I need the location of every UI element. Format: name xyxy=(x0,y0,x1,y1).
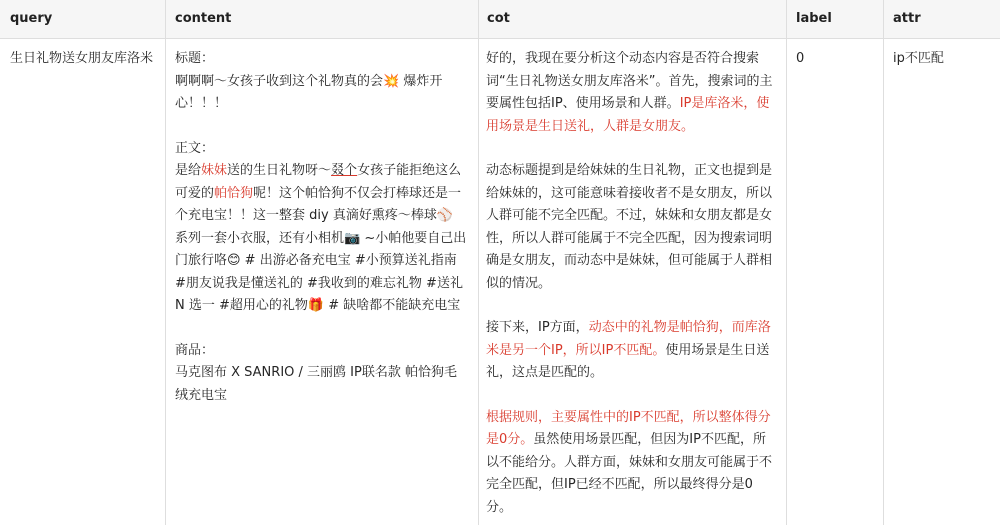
content-body-text: 是给妹妹送的生日礼物呀～叕个女孩子能拒绝这么可爱的帕恰狗呢！这个帕恰狗不仅会打棒球还是一个充电宝！！这一整套 diy 真滴好熏疼～棒球⚾ 系列一套小衣服，还有小相机📷 ~小帕他要自己出门旅行咯😊 # 出游必备充电宝 #小预算送礼指南 #朋友说我是懂送礼的 #我收到的难忘礼物 #送礼 N 选一 #超用心的礼物🎁 # 缺啥都不能缺充电宝 xyxy=(175,163,467,313)
cell-content xyxy=(175,48,469,407)
header-label: label xyxy=(796,11,832,26)
content-goods-label: 商品： xyxy=(175,342,215,358)
underlined-word: 叕个 xyxy=(331,163,358,178)
cot-paragraph-3: 接下来，IP方面，动态中的礼物是帕恰狗，而库洛米是另一个IP，所以IP不匹配。使用场景是生日送礼，这点是匹配的。 xyxy=(486,320,771,380)
content-goods-text: 马克图布 X SANRIO / 三丽鸥 IP联名款 帕恰狗毛绒充电宝 xyxy=(175,365,457,403)
column-divider xyxy=(478,0,479,525)
content-title-label: 标题： xyxy=(175,51,215,66)
cell-cot xyxy=(486,48,778,519)
content-body-label: 正文： xyxy=(175,140,215,156)
cell-attr: ip不匹配 xyxy=(893,51,944,66)
highlight-pochacco: 帕恰狗 xyxy=(214,185,254,201)
highlight-sister: 妹妹 xyxy=(201,163,228,178)
cot-highlight-2: 动态中的礼物是帕恰狗，而库洛米是另一个IP，所以IP不匹配。 xyxy=(486,320,771,358)
column-divider xyxy=(786,0,787,525)
column-divider xyxy=(883,0,884,525)
column-divider xyxy=(165,0,166,525)
header-attr: attr xyxy=(893,11,921,26)
cot-highlight-3: 根据规则，主要属性中的IP不匹配，所以整体得分是0分。 xyxy=(486,409,771,447)
cell-label: 0 xyxy=(796,51,805,66)
cell-query: 生日礼物送女朋友库洛米 xyxy=(10,51,154,66)
header-query: query xyxy=(10,11,53,26)
cot-paragraph-2: 动态标题提到是给妹妹的生日礼物，正文也提到是给妹妹的，这可能意味着接收者不是女朋友，所以人群可能不完全匹配。不过，妹妹和女朋友都是女性，所以人群可能属于不完全匹配，因为搜索词明确是女朋友，而动态中是妹妹，但可能属于人群相似的情况。 xyxy=(486,163,773,291)
header-content: content xyxy=(175,11,232,26)
content-title-text: 啊啊啊～女孩子收到这个礼物真的会💥 爆炸开心！！！ xyxy=(175,73,443,111)
cot-paragraph-1: 好的，我现在要分析这个动态内容是否符合搜索词“生日礼物送女朋友库洛米”。首先，搜索词的主要属性包括IP、使用场景和人群。IP是库洛米，使用场景是生日送礼，人群是女朋友。 xyxy=(486,51,773,134)
cot-paragraph-4: 根据规则，主要属性中的IP不匹配，所以整体得分是0分。虽然使用场景匹配，但因为IP不匹配，所以不能给分。人群方面，妹妹和女朋友可能属于不完全匹配，但IP已经不匹配，所以最终得分是0分。 xyxy=(486,409,773,515)
header-cot: cot xyxy=(487,11,510,26)
cot-highlight-1: IP是库洛米，使用场景是生日送礼，人群是女朋友。 xyxy=(486,96,770,134)
